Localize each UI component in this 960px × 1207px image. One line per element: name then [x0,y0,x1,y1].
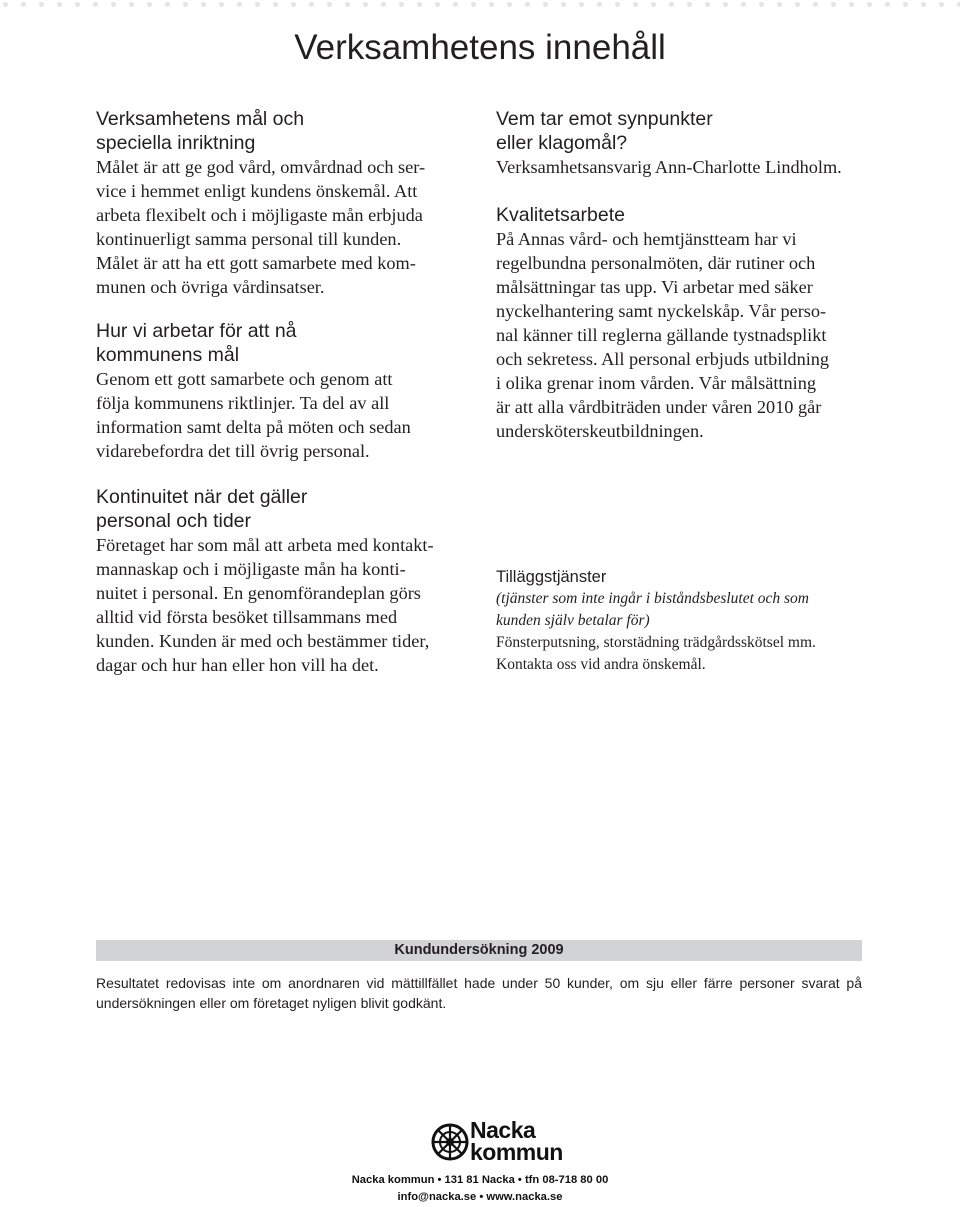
section-heading: kommunens mål [96,344,240,366]
body-line: dagar och hur han eller hon vill ha det. [96,655,379,675]
body-line: undersköterskeutbildningen. [496,421,704,441]
body-line: nuitet i personal. En genomförandeplan görs [96,583,421,603]
border-dot [939,2,944,7]
border-dot [291,2,296,7]
border-dot [57,2,62,7]
border-dot [75,2,80,7]
border-dot [687,2,692,7]
border-dot [885,2,890,7]
border-dot [633,2,638,7]
body-line: På Annas vård- och hemtjänstteam har vi [496,229,797,249]
border-dot [111,2,116,7]
section-heading: eller klagomål? [496,132,628,154]
border-dot [903,2,908,7]
body-line: regelbundna personalmöten, där rutiner och [496,253,816,273]
border-dot [561,2,566,7]
border-dot [777,2,782,7]
body-line: följa kommunens riktlinjer. Ta del av all [96,393,390,413]
border-dot [741,2,746,7]
footer-contact: Nacka kommun • 131 81 Nacka • tfn 08-718 80 00 [351,1174,609,1186]
border-dot [273,2,278,7]
body-line: information samt delta på möten och sedan [96,417,411,437]
section-heading: Verksamhetens mål och [96,108,305,130]
extra-services-note: kunden själv betalar för) [496,612,650,629]
body-line: nyckelhantering samt nyckelskåp. Vår perso- [496,301,827,321]
body-line: Fönsterputsning, storstädning trädgårdsskötsel mm. [496,634,816,651]
section-quality [496,203,896,443]
border-dot [93,2,98,7]
border-dot [381,2,386,7]
body-line: vice i hemmet enligt kundens önskemål. Att [96,181,418,201]
border-dot [723,2,728,7]
body-line: i olika grenar inom vården. Vår målsättning [496,373,817,393]
border-dot [39,2,44,7]
body-line: Verksamhetsansvarig Ann-Charlotte Lindholm. [496,157,842,177]
border-dot [3,2,8,7]
section-heading: Kvalitetsarbete [496,204,625,226]
border-dot [795,2,800,7]
border-dot [453,2,458,7]
border-dot [219,2,224,7]
body-line: Målet är att ge god vård, omvårdnad och ser- [96,157,426,177]
survey-title: Kundundersökning 2009 [96,940,862,961]
border-dot [237,2,242,7]
section-heading: Kontinuitet när det gäller [96,486,308,508]
border-dot [201,2,206,7]
body-line: och sekretess. All personal erbjuds utbildning [496,349,830,369]
border-dot [147,2,152,7]
border-dot [345,2,350,7]
body-line: munen och övriga vårdinsatser. [96,277,325,297]
top-dotted-border [0,0,960,8]
body-line: kunden. Kunden är med och bestämmer tider, [96,631,430,651]
survey-text: Resultatet redovisas inte om anordnaren vid mättillfället hade under 50 kunder, om sju eller färre personer svarat på undersökningen eller om företaget nyligen blivit godkänt. [96,975,862,1011]
border-dot [507,2,512,7]
border-dot [543,2,548,7]
border-dot [813,2,818,7]
body-line: Målet är att ha ett gott samarbete med kom- [96,253,416,273]
border-dot [165,2,170,7]
nacka-emblem-icon [430,1118,472,1168]
border-dot [183,2,188,7]
body-line: alltid vid första besöket tillsammans med [96,607,398,627]
border-dot [471,2,476,7]
section-heading: Vem tar emot synpunkter [496,108,713,130]
border-dot [831,2,836,7]
body-line: Företaget har som mål att arbeta med kontakt- [96,535,434,555]
section-heading: speciella inriktning [96,132,256,154]
border-dot [759,2,764,7]
border-dot [849,2,854,7]
page-title: Verksamhetens innehåll [294,28,666,67]
border-dot [399,2,404,7]
border-dot [669,2,674,7]
extra-services-note: (tjänster som inte ingår i biståndsbeslutet och som [496,590,810,607]
body-line: Genom ett gott samarbete och genom att [96,369,393,389]
body-line: nal känner till reglerna gällande tystnadsplikt [496,325,827,345]
body-line: mannaskap och i möjligaste mån ha konti- [96,559,406,579]
border-dot [615,2,620,7]
section-how-we-work [96,319,476,463]
section-extra-services [496,566,896,676]
body-line: Kontakta oss vid andra önskemål. [496,656,706,673]
body-line: arbeta flexibelt och i möjligaste mån erbjuda [96,205,423,225]
logo-word: Nacka [470,1117,536,1143]
border-dot [525,2,530,7]
border-dot [435,2,440,7]
border-dot [21,2,26,7]
border-dot [867,2,872,7]
logo-word: kommun [470,1139,563,1165]
border-dot [255,2,260,7]
section-goals [96,107,476,299]
border-dot [489,2,494,7]
border-dot [705,2,710,7]
section-heading: Hur vi arbetar för att nå [96,320,297,342]
border-dot [417,2,422,7]
border-dot [309,2,314,7]
border-dot [363,2,368,7]
section-heading: personal och tider [96,510,252,532]
border-dot [597,2,602,7]
border-dot [579,2,584,7]
border-dot [921,2,926,7]
section-continuity [96,485,476,677]
border-dot [129,2,134,7]
body-line: målsättningar tas upp. Vi arbetar med säker [496,277,813,297]
footer-contact: info@nacka.se • www.nacka.se [397,1191,563,1203]
border-dot [651,2,656,7]
extra-services-heading: Tilläggstjänster [496,568,607,586]
body-line: kontinuerligt samma personal till kunden. [96,229,402,249]
border-dot [327,2,332,7]
body-line: vidarebefordra det till övrig personal. [96,441,370,461]
body-line: är att alla vårdbiträden under våren 2010 går [496,397,822,417]
section-complaints [496,107,896,179]
